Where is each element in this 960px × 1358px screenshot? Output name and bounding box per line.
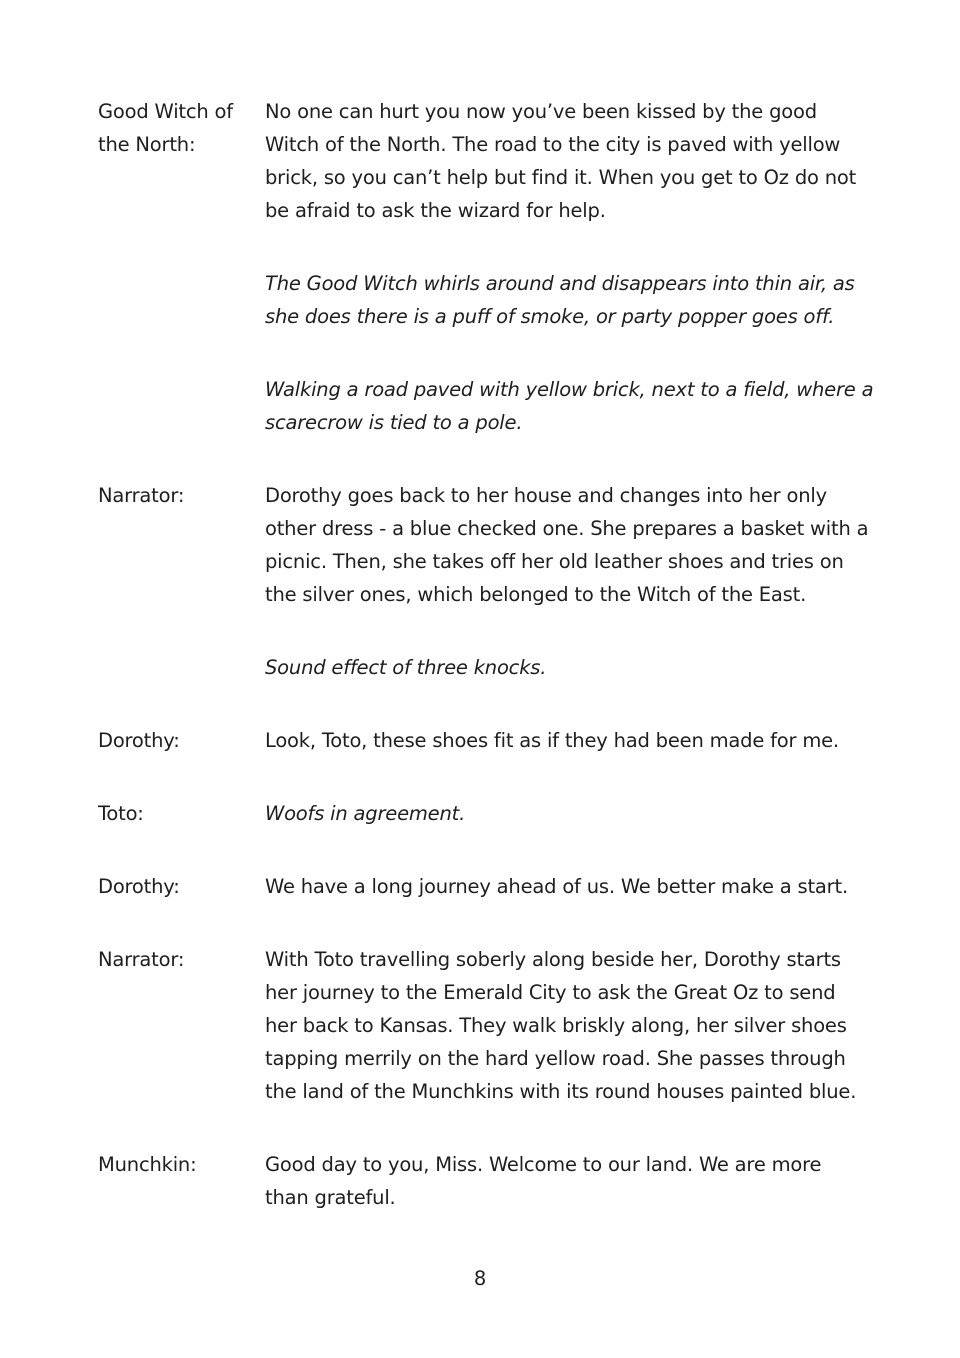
- speaker-name-line: the North:: [98, 133, 196, 156]
- dialogue-line: her journey to the Emerald City to ask the Great Oz to send: [265, 981, 836, 1004]
- speaker-name-line: Munchkin:: [98, 1153, 197, 1176]
- stage-direction: [265, 651, 865, 684]
- page-number: 8: [473, 1267, 487, 1290]
- dialogue-line: We have a long journey ahead of us. We better make a start.: [265, 875, 848, 898]
- stage-direction-line: The Good Witch whirls around and disappears into thin air, as: [265, 272, 855, 295]
- dialogue-line: the land of the Munchkins with its round houses painted blue.: [265, 1080, 857, 1103]
- dialogue-line: Look, Toto, these shoes fit as if they had been made for me.: [265, 729, 839, 752]
- dialogue-text: [265, 724, 865, 757]
- stage-direction: [265, 267, 865, 333]
- stage-direction-entry: [98, 651, 878, 684]
- dialogue-text: [265, 1148, 865, 1214]
- stage-direction-line: she does there is a puff of smoke, or party popper goes off.: [265, 305, 835, 328]
- stage-direction-entry: [98, 373, 878, 439]
- dialogue-line: than grateful.: [265, 1186, 396, 1209]
- speaker-name-line: Good Witch of: [98, 100, 233, 123]
- stage-direction: [265, 797, 865, 830]
- dialogue-entry: [98, 724, 878, 757]
- dialogue-entry: [98, 479, 878, 611]
- stage-direction-line: scarecrow is tied to a pole.: [265, 411, 523, 434]
- dialogue-line: brick, so you can’t help but find it. When you get to Oz do not: [265, 166, 857, 189]
- speaker-name: [98, 870, 265, 903]
- dialogue-line: Witch of the North. The road to the city is paved with yellow: [265, 133, 841, 156]
- speaker-name-line: Narrator:: [98, 484, 185, 507]
- dialogue-line: With Toto travelling soberly along beside her, Dorothy starts: [265, 948, 841, 971]
- dialogue-line: Dorothy goes back to her house and changes into her only: [265, 484, 827, 507]
- dialogue-text: [265, 870, 865, 903]
- speaker-name-line: Dorothy:: [98, 875, 180, 898]
- speaker-name: [98, 724, 265, 757]
- dialogue-entry: [98, 943, 878, 1108]
- dialogue-text: [265, 95, 865, 227]
- speaker-name: [98, 95, 265, 161]
- speaker-name: [98, 479, 265, 512]
- speaker-name: [98, 943, 265, 976]
- dialogue-line: No one can hurt you now you’ve been kissed by the good: [265, 100, 817, 123]
- stage-direction-line: Woofs in agreement.: [265, 802, 466, 825]
- stage-direction-entry: [98, 267, 878, 333]
- dialogue-line: be afraid to ask the wizard for help.: [265, 199, 606, 222]
- script-body: [98, 95, 878, 1254]
- dialogue-text: [265, 479, 869, 611]
- dialogue-line: Good day to you, Miss. Welcome to our land. We are more: [265, 1153, 822, 1176]
- stage-direction-line: Sound effect of three knocks.: [265, 656, 547, 679]
- stage-direction-line: Walking a road paved with yellow brick, next to a field, where a: [265, 378, 874, 401]
- stage-direction: [265, 373, 874, 439]
- dialogue-line: her back to Kansas. They walk briskly along, her silver shoes: [265, 1014, 847, 1037]
- dialogue-text: [265, 943, 865, 1108]
- dialogue-line: tapping merrily on the hard yellow road. She passes through: [265, 1047, 846, 1070]
- speaker-name-line: Narrator:: [98, 948, 185, 971]
- dialogue-entry: [98, 1148, 878, 1214]
- speaker-name: [98, 797, 265, 830]
- dialogue-line: the silver ones, which belonged to the Witch of the East.: [265, 583, 807, 606]
- dialogue-entry: [98, 95, 878, 227]
- speaker-name-line: Toto:: [98, 802, 144, 825]
- dialogue-line: picnic. Then, she takes off her old leather shoes and tries on: [265, 550, 844, 573]
- speaker-name: [98, 1148, 265, 1181]
- dialogue-entry: [98, 797, 878, 830]
- speaker-name-line: Dorothy:: [98, 729, 180, 752]
- dialogue-line: other dress - a blue checked one. She prepares a basket with a: [265, 517, 869, 540]
- dialogue-entry: [98, 870, 878, 903]
